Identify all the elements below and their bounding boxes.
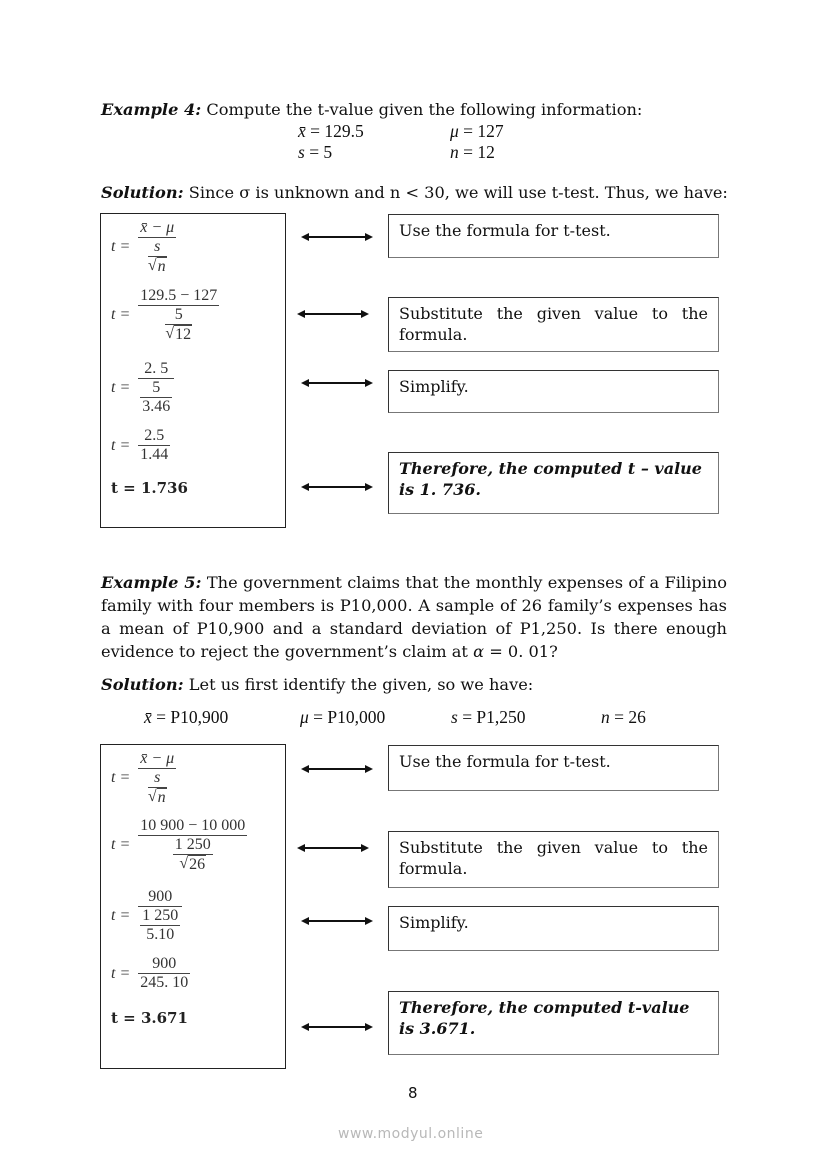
example5-step-divide: t = $\frac{900}{245. 10}$ (111, 955, 189, 991)
example5-solution-label: Solution: (101, 675, 184, 694)
example5-given-n: n = 26 (601, 707, 646, 727)
double-arrow-icon (297, 309, 369, 319)
example5-result: t = 3.671 (111, 1009, 188, 1027)
example5-note-simplify: Simplify. (388, 906, 719, 951)
example5-step-formula: t = x̄ − μ s √ n (111, 750, 175, 806)
example5-solution (101, 673, 741, 696)
example4-given-s: s = 5 (298, 142, 333, 162)
example5-note-conclusion: Therefore, the computed t-value is 3.671. (388, 991, 719, 1055)
sqrt-symbol: √ n (147, 788, 166, 806)
example4-step-simplify: t = $\frac{2. 5}{\frac{5}{3.46}}$ (111, 360, 174, 416)
example4-computation-box (100, 213, 286, 528)
double-arrow-icon (297, 843, 369, 853)
example4-given-n: n = 12 (450, 142, 495, 162)
example4-step-divide: t = $\frac{2.5}{1.44}$ (111, 427, 169, 463)
example4-result: t = 1.736 (111, 479, 188, 497)
sqrt-symbol: √ 12 (165, 325, 192, 343)
example5-label: Example 5: (101, 573, 202, 592)
example5-note-substitute: Substitute the given value to the formula. (388, 831, 719, 888)
example5-step-substitute: t = 10 900 − 10 000 1 250 √ 26 (111, 817, 246, 873)
sqrt-symbol: √ 26 (179, 855, 206, 873)
sqrt-symbol: √ n (147, 257, 166, 275)
example5-given-mu: μ = P10,000 (300, 707, 386, 727)
double-arrow-icon (301, 482, 373, 492)
double-arrow-icon (301, 1022, 373, 1032)
example4-prompt (101, 98, 741, 121)
example5-computation-box (100, 744, 286, 1069)
example4-note-substitute: Substitute the given value to the formula. (388, 297, 719, 352)
example5-prompt-text: The government claims that the monthly expenses of a Filipino family with four members is P10,000. A sample of 26 family’s expenses has a mean of P10,900 and a standard deviation of P1,250. Is there enough evidence to reject the government’s claim at (101, 573, 727, 661)
example5-step-simplify: t = $\frac{900}{\frac{1 250}{5.10}}$ (111, 888, 182, 944)
example4-note-conclusion: Therefore, the computed t – value is 1. 736. (388, 452, 719, 514)
example4-note-simplify: Simplify. (388, 370, 719, 413)
double-arrow-icon (301, 378, 373, 388)
example5-given-s: s = P1,250 (451, 707, 526, 727)
example4-given-mu: μ = 127 (450, 121, 504, 141)
example5-note-formula: Use the formula for t-test. (388, 745, 719, 791)
example5-given-xbar: x̄ = P10,900 (144, 707, 229, 727)
example4-solution (101, 181, 741, 204)
example4-solution-label: Solution: (101, 183, 184, 202)
example4-solution-text: Since σ is unknown and n < 30, we will use t-test. Thus, we have: (188, 183, 728, 202)
example4-step-formula: t = x̄ − μ s √ n (111, 219, 175, 275)
example4-label: Example 4: (101, 100, 202, 119)
double-arrow-icon (301, 232, 373, 242)
example4-given-xbar: x̄ = 129.5 (298, 121, 364, 141)
page-number: 8 (408, 1084, 418, 1102)
example4-note-formula: Use the formula for t-test. (388, 214, 719, 258)
double-arrow-icon (301, 916, 373, 926)
double-arrow-icon (301, 764, 373, 774)
example4-step-substitute: t = 129.5 − 127 5 √ 12 (111, 287, 218, 343)
example5-prompt: Example 5: The government claims that the monthly expenses of a Filipino family with four members is P10,000. A sample of 26 family’s expenses has a mean of P10,900 and a standard deviation of P1,250. Is there enough evidence to reject the government’s claim at α = 0. 01? (101, 573, 727, 661)
example5-solution-text: Let us first identify the given, so we have: (188, 675, 534, 694)
example4-prompt-text: Compute the t-value given the following information: (206, 100, 643, 119)
watermark: www.modyul.online (338, 1126, 484, 1142)
